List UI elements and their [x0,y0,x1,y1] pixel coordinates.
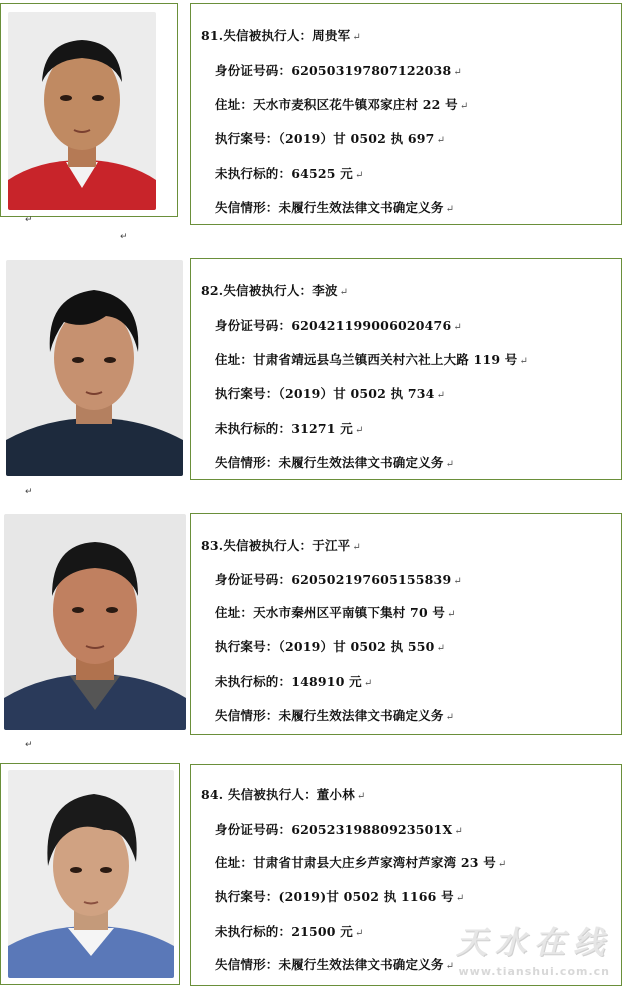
paragraph-mark: ↵ [352,542,361,553]
paragraph-mark: ↵ [453,67,462,78]
paragraph-mark: ↵ [453,322,462,333]
default-situation: 失信情形：未履行生效法律文书确定义务 ↵ [215,708,455,723]
record-title: 83.失信被执行人：于江平 ↵ [201,538,361,553]
paragraph-mark: ↵ [25,487,33,497]
record-title: 82.失信被执行人：李波 ↵ [201,283,349,298]
default-situation: 失信情形：未履行生效法律文书确定义务 ↵ [215,455,455,470]
info-box-82 [190,258,622,480]
record-title: 81.失信被执行人：周贵军 ↵ [201,28,361,43]
address: 住址：天水市麦积区花牛镇邓家庄村 22 号 ↵ [215,97,469,112]
portrait-photo-81 [8,12,156,210]
unexecuted-amount: 未执行标的：21500 元 ↵ [215,924,364,939]
paragraph-mark: ↵ [519,356,529,367]
id-number: 身份证号码：62052319880923501X ↵ [215,822,463,837]
paragraph-mark: ↵ [363,678,373,689]
default-situation: 失信情形：未履行生效法律文书确定义务 ↵ [215,200,455,215]
address: 住址：天水市秦州区平南镇下集村 70 号 ↵ [215,605,456,620]
paragraph-mark: ↵ [25,215,33,225]
case-number: 执行案号：(2019)甘 0502 执 1166 号 ↵ [215,889,465,904]
id-number: 身份证号码：620421199006020476 ↵ [215,318,462,333]
paragraph-mark: ↵ [447,609,456,620]
portrait-photo-83 [4,514,186,730]
watermark-url: www.tianshui.com.cn [458,965,610,978]
paragraph-mark: ↵ [354,928,364,939]
address: 住址：甘肃省靖远县乌兰镇西关村六社上大路 119 号 ↵ [215,352,529,367]
unexecuted-amount: 未执行标的：31271 元 ↵ [215,421,364,436]
paragraph-mark: ↵ [459,101,469,112]
id-number: 身份证号码：620502197605155839 ↵ [215,572,462,587]
unexecuted-amount: 未执行标的：148910 元 ↵ [215,674,373,689]
paragraph-mark: ↵ [445,204,455,215]
paragraph-mark: ↵ [25,740,33,750]
case-number: 执行案号：（2019）甘 0502 执 697 ↵ [215,131,446,146]
paragraph-mark: ↵ [436,643,446,654]
watermark-logo-text: 天水在线 [456,925,612,961]
paragraph-mark: ↵ [354,170,364,181]
paragraph-mark: ↵ [339,287,349,298]
paragraph-mark: ↵ [445,712,455,723]
paragraph-mark: ↵ [454,826,463,837]
default-situation: 失信情形：未履行生效法律文书确定义务 ↵ [215,957,455,972]
case-number: 执行案号：（2019）甘 0502 执 734 ↵ [215,386,446,401]
paragraph-mark: ↵ [436,135,446,146]
portrait-photo-84 [8,770,174,978]
record-title: 84. 失信被执行人：董小林 ↵ [201,787,366,802]
paragraph-mark: ↵ [445,961,455,972]
address: 住址：甘肃省甘肃县大庄乡芦家湾村芦家湾 23 号 ↵ [215,855,507,870]
paragraph-mark: ↵ [354,425,364,436]
case-number: 执行案号：（2019）甘 0502 执 550 ↵ [215,639,446,654]
paragraph-mark: ↵ [455,893,465,904]
info-box-83 [190,513,622,735]
paragraph-mark: ↵ [445,459,455,470]
info-box-81 [190,3,622,225]
paragraph-mark: ↵ [436,390,446,401]
site-watermark [430,926,620,984]
id-number: 身份证号码：620503197807122038 ↵ [215,63,462,78]
paragraph-mark: ↵ [120,232,128,242]
paragraph-mark: ↵ [352,32,361,43]
paragraph-mark: ↵ [356,791,366,802]
paragraph-mark: ↵ [497,859,507,870]
paragraph-mark: ↵ [453,576,462,587]
unexecuted-amount: 未执行标的：64525 元 ↵ [215,166,364,181]
portrait-photo-82 [6,260,183,476]
